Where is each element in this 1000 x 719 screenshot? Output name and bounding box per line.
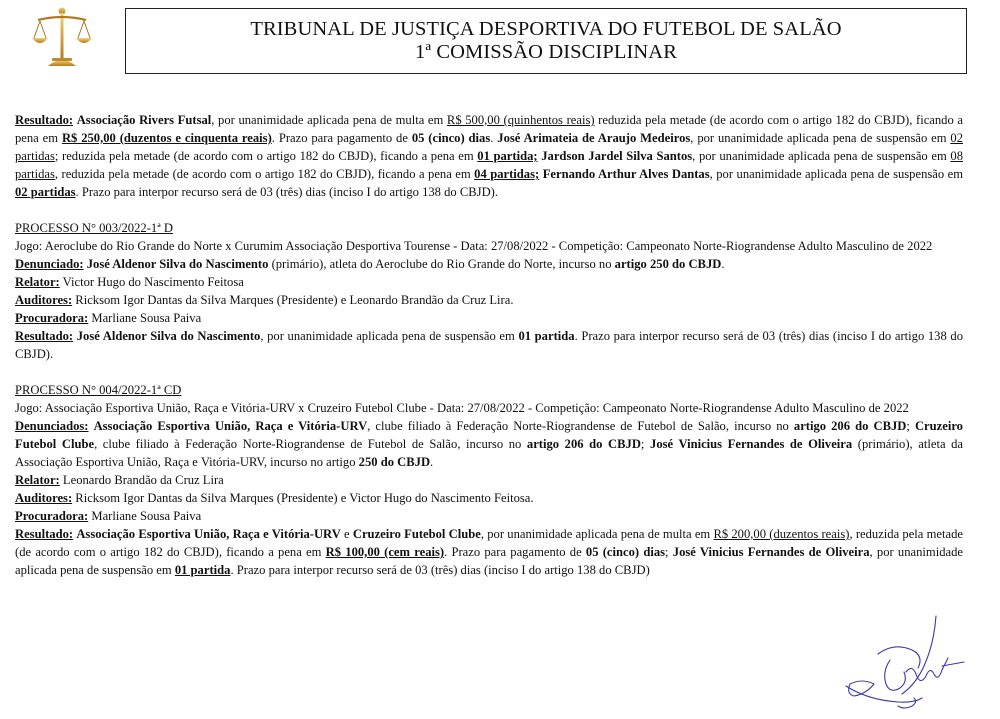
resultado-label: Resultado: xyxy=(15,113,74,127)
process-003-prosecutor: Procuradora: Marliane Sousa Paiva xyxy=(15,311,202,325)
header-title-box xyxy=(125,8,967,74)
process-004-auditors: Auditores: Ricksom Igor Dantas da Silva Marques (Presidente) e Victor Hugo do Nascimento Feitosa. xyxy=(15,491,534,505)
process-003-auditors: Auditores: Ricksom Igor Dantas da Silva Marques (Presidente) e Leonardo Brandão da Cruz Lira. xyxy=(15,293,514,307)
process-003-accused: Denunciado: José Aldenor Silva do Nascimento (primário), atleta do Aeroclube do Rio Grande do Norte, incurso no artigo 250 do CBJD. xyxy=(15,257,725,271)
document-body xyxy=(15,111,963,579)
process-004-match: Jogo: Associação Esportiva União, Raça e Vitória-URV x Cruzeiro Futebol Clube - Data: 27/08/2022 - Competição: Campeonato Norte-Riograndense Adulto Masculino de 2022 xyxy=(15,401,909,415)
process-004-accused: Denunciados: Associação Esportiva União, Raça e Vitória-URV, clube filiado à Federação Norte-Riograndense de Futebol de Salão, incurso no artigo 206 do CBJD; Cruzeiro Futebol Clube, clube filiado à Federação Norte-Riograndense de Futebol de Salão, incurso no artigo 206 do CBJD; José Vinicius Fernandes de Oliveira (primário), atleta da Associação Esportiva União, Raça e Vitória-URV, incurso no artigo 250 do CBJD. xyxy=(15,419,964,469)
commission-title: 1ª COMISSÃO DISCIPLINAR xyxy=(415,41,677,63)
scales-of-justice-icon xyxy=(30,4,94,68)
handwritten-signature-icon xyxy=(838,614,978,714)
process-003-rapporteur: Relator: Victor Hugo do Nascimento Feitosa xyxy=(15,275,244,289)
process-003-match: Jogo: Aeroclube do Rio Grande do Norte x Curumim Associação Desportiva Tourense - Data: 27/08/2022 - Competição: Campeonato Norte-Riograndense Adulto Masculino de 2022 xyxy=(15,239,933,253)
process-004-prosecutor: Procuradora: Marliane Sousa Paiva xyxy=(15,509,202,523)
process-004-rapporteur: Relator: Leonardo Brandão da Cruz Lira xyxy=(15,473,224,487)
process-004-heading: PROCESSO N° 004/2022-1ª CD xyxy=(15,383,182,397)
process-004-result: Resultado: Associação Esportiva União, Raça e Vitória-URV e Cruzeiro Futebol Clube, por unanimidade aplicada pena de multa em R$ 200,00 (duzentos reais), reduzida pela metade (de acordo com o artigo 182 do CBJD), ficando a pena em R$ 100,00 (cem reais). Prazo para pagamento de 05 (cinco) dias; José Vinicius Fernandes de Oliveira, por unanimidade aplicada pena de suspensão em 01 partida. Prazo para interpor recurso será de 03 (três) dias (inciso I do artigo 138 do CBJD) xyxy=(15,527,963,577)
process-003-heading: PROCESSO N° 003/2022-1ª D xyxy=(15,221,173,235)
rivers-result-paragraph: Resultado: Associação Rivers Futsal, por unanimidade aplicada pena de multa em R$ 500,00 (quinhentos reais) reduzida pela metade (de acordo com o artigo 182 do CBJD), ficando a pena em R$ 250,00 (duzentos e cinquenta reais). Prazo para pagamento de 05 (cinco) dias. José Arimateia de Araujo Medeiros, por unanimidade aplicada pena de suspensão em 02 partidas; reduzida pela metade (de acordo com o artigo 182 do CBJD), ficando a pena em 01 partida; Jardson Jardel Silva Santos, por unanimidade aplicada pena de suspensão em 08 partidas, reduzida pela metade (de acordo com o artigo 182 do CBJD), ficando a pena em 04 partidas; Fernando Arthur Alves Dantas, por unanimidade aplicada pena de suspensão em 02 partidas. Prazo para interpor recurso será de 03 (três) dias (inciso I do artigo 138 do CBJD). xyxy=(15,113,964,199)
process-003-result: Resultado: José Aldenor Silva do Nascimento, por unanimidade aplicada pena de suspensão em 01 partida. Prazo para interpor recurso será de 03 (três) dias (inciso I do artigo 138 do CBJD). xyxy=(15,329,963,361)
tribunal-title: TRIBUNAL DE JUSTIÇA DESPORTIVA DO FUTEBOL DE SALÃO xyxy=(250,18,842,40)
